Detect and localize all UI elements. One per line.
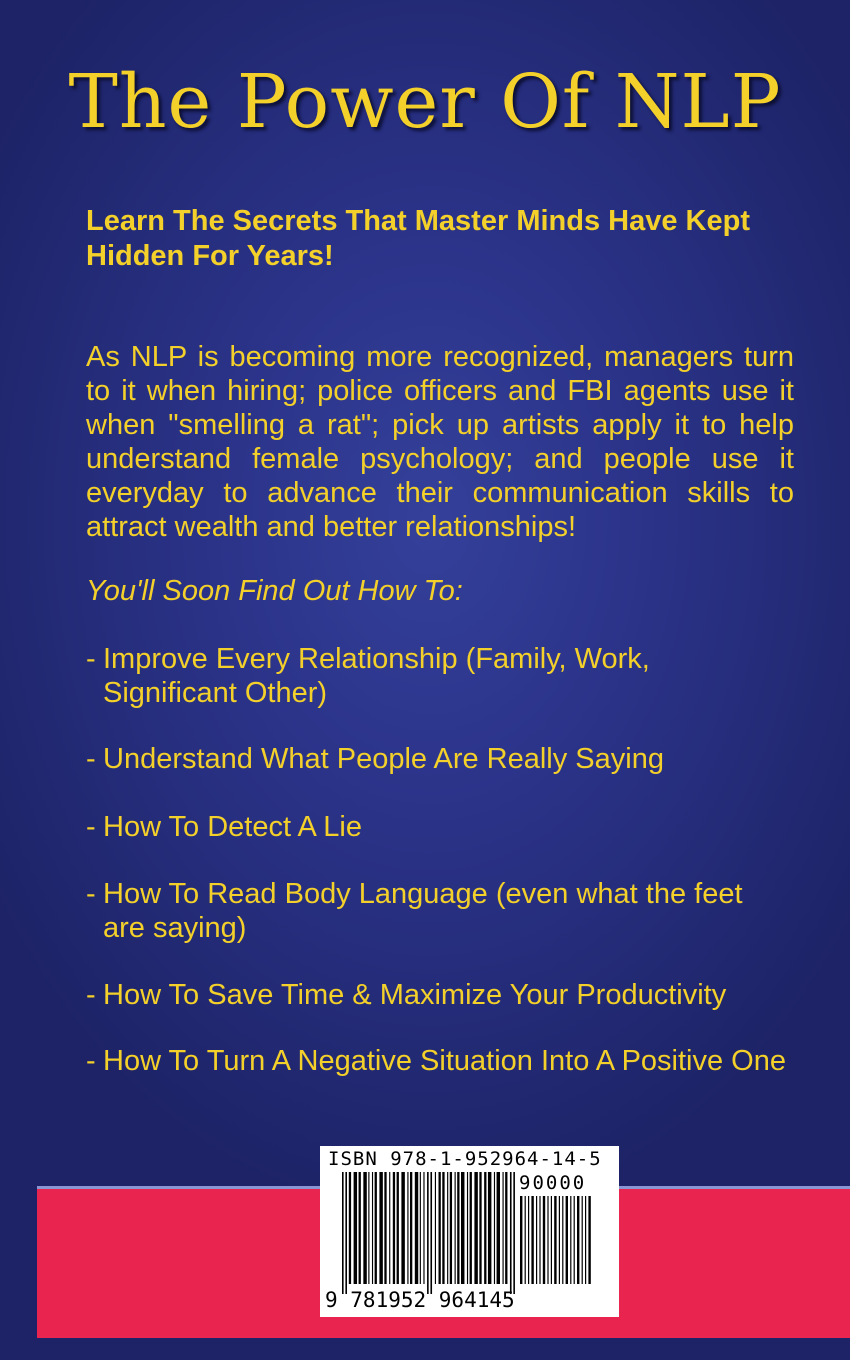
barcode-bar xyxy=(379,1172,382,1284)
bullet-dash: - xyxy=(86,643,96,675)
barcode-bar xyxy=(461,1172,464,1284)
book-title: The Power Of NLP xyxy=(68,59,782,145)
guard-bar xyxy=(345,1172,347,1294)
barcode-bar xyxy=(467,1172,468,1284)
benefit-item xyxy=(86,642,786,710)
barcode-bar xyxy=(439,1172,441,1284)
benefit-item xyxy=(86,1044,786,1078)
description-paragraph: As NLP is becoming more recognized, managers turn to it when hiring; police officers and FBI agents use it when "smelling a rat"; pick up artists apply it to help understand female psychology; and people use it everyday to advance their communication skills to attract wealth and better relationships! xyxy=(86,341,794,543)
bullet-dash: - xyxy=(86,743,96,775)
addon-bar xyxy=(551,1196,552,1284)
addon-bar xyxy=(562,1196,563,1284)
benefit-item xyxy=(86,810,786,844)
isbn-label: ISBN 978-1-952964-14-5 xyxy=(328,1148,602,1170)
addon-bar xyxy=(554,1196,556,1284)
benefits-intro: You'll Soon Find Out How To: xyxy=(86,575,463,607)
benefit-text: How To Save Time & Maximize Your Productivity xyxy=(103,979,727,1011)
barcode-bar xyxy=(401,1172,404,1284)
addon-bar xyxy=(559,1196,560,1284)
addon-bar xyxy=(528,1196,529,1284)
barcode-bar xyxy=(359,1172,361,1284)
barcode-bar xyxy=(368,1172,369,1284)
barcode-bar xyxy=(410,1172,412,1284)
bullet-dash: - xyxy=(86,979,96,1011)
addon-bar xyxy=(536,1196,537,1284)
bullet-dash: - xyxy=(86,878,96,910)
barcode-bar xyxy=(397,1172,399,1284)
benefit-item xyxy=(86,742,786,776)
addon-bar xyxy=(525,1196,526,1284)
guard-bar xyxy=(427,1172,429,1294)
price-code: 90000 xyxy=(519,1172,587,1194)
benefit-item xyxy=(86,877,786,945)
benefit-text: How To Turn A Negative Situation Into A Positive One xyxy=(103,1045,786,1077)
barcode-bar xyxy=(384,1172,386,1284)
barcode-bar xyxy=(363,1172,366,1284)
isbn-barcode xyxy=(320,1146,619,1317)
barcode-bar xyxy=(488,1172,491,1284)
barcode-bar xyxy=(479,1172,481,1284)
barcode-bar xyxy=(415,1172,418,1284)
addon-bar xyxy=(588,1196,590,1284)
barcode-bar xyxy=(349,1172,351,1284)
bullet-dash: - xyxy=(86,811,96,843)
benefit-text: How To Read Body Language (even what the feet are saying) xyxy=(103,878,743,944)
barcode-bar xyxy=(455,1172,456,1284)
barcode-bar xyxy=(393,1172,395,1284)
barcode-bar xyxy=(494,1172,495,1284)
addon-bar xyxy=(547,1196,548,1284)
barcode-bar xyxy=(450,1172,452,1284)
barcode-bar xyxy=(372,1172,373,1284)
addon-bar xyxy=(531,1196,533,1284)
addon-bar xyxy=(585,1196,586,1284)
addon-bar xyxy=(566,1196,568,1284)
guard-bar xyxy=(430,1172,432,1294)
addon-bar xyxy=(577,1196,579,1284)
barcode-bar xyxy=(389,1172,390,1284)
barcode-bar xyxy=(457,1172,459,1284)
addon-bar xyxy=(570,1196,571,1284)
barcode-bar xyxy=(470,1172,472,1284)
barcode-bar xyxy=(420,1172,421,1284)
barcode-bar xyxy=(442,1172,444,1284)
addon-bar xyxy=(543,1196,545,1284)
barcode-bar xyxy=(484,1172,486,1284)
barcode-bar xyxy=(435,1172,436,1284)
subtitle: Learn The Secrets That Master Minds Have Kept Hidden For Years! xyxy=(86,205,750,272)
ean13-bars xyxy=(342,1172,515,1294)
guard-bar xyxy=(513,1172,515,1294)
barcode-bar xyxy=(354,1172,357,1284)
barcode-bar xyxy=(497,1172,500,1284)
addon-bars xyxy=(520,1196,591,1284)
addon-bar xyxy=(520,1196,522,1284)
addon-bar xyxy=(582,1196,583,1284)
bullet-dash: - xyxy=(86,1045,96,1077)
barcode-bar xyxy=(423,1172,424,1284)
barcode-bar xyxy=(505,1172,507,1284)
barcode-bar xyxy=(503,1172,504,1284)
guard-bar xyxy=(342,1172,344,1294)
barcode-digits: 9 781952 964145 xyxy=(325,1288,515,1312)
barcode-bar xyxy=(474,1172,477,1284)
barcode-bar xyxy=(447,1172,448,1284)
benefit-text: Improve Every Relationship (Family, Work, Significant Other) xyxy=(103,643,650,709)
addon-bar xyxy=(539,1196,540,1284)
barcode-bar xyxy=(407,1172,408,1284)
addon-bar xyxy=(574,1196,575,1284)
barcode-bar xyxy=(375,1172,377,1284)
guard-bar xyxy=(510,1172,512,1294)
benefit-text: Understand What People Are Really Saying xyxy=(103,743,664,775)
benefit-text: How To Detect A Lie xyxy=(103,811,363,843)
benefit-item xyxy=(86,978,786,1012)
